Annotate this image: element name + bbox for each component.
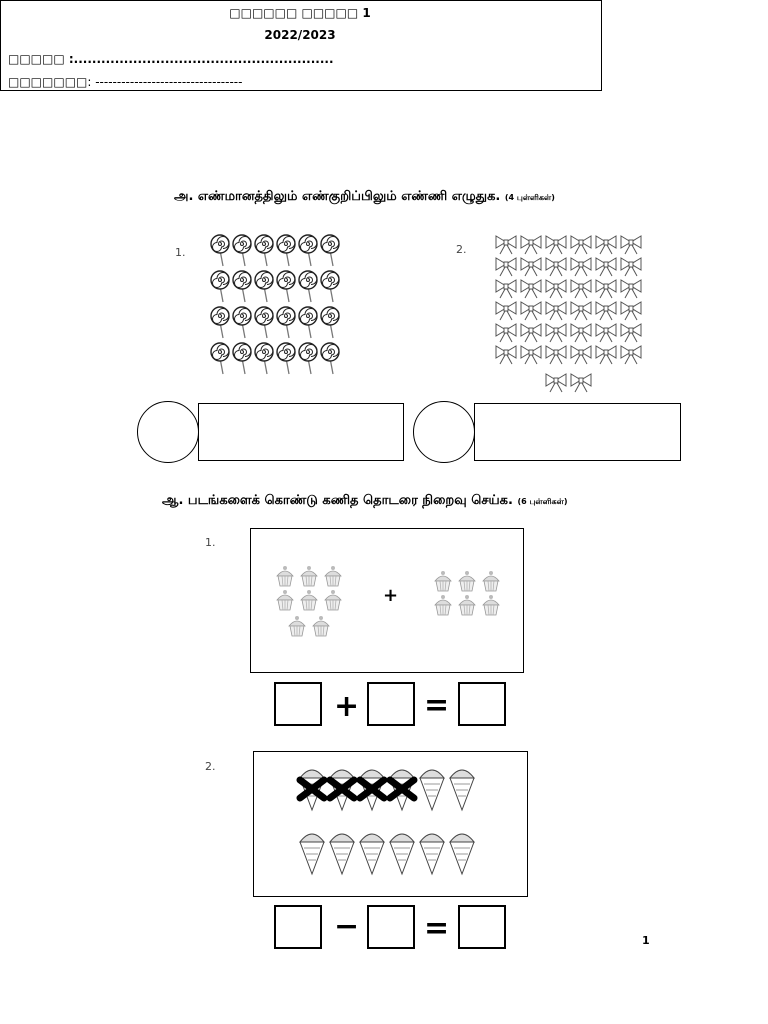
cupcake-icon [483,571,499,591]
eq2-box-1[interactable] [274,905,322,949]
bow-ribbon-icon [546,374,566,392]
cupcake-icon [435,595,451,615]
ice-cream-cone-icon [420,770,444,810]
ice-cream-picture-frame [253,751,528,897]
cupcake-icon [301,590,317,610]
lollipop-icon [255,343,273,374]
section-b-q2-label: 2. [205,760,216,773]
bow-ribbon-icon [621,258,641,276]
lollipop-icon [255,271,273,302]
section-b-q1-label: 1. [205,536,216,549]
bow-ribbon-icon [571,324,591,342]
eq1-equals-operator: = [424,688,450,723]
bow-ribbon-icon [521,346,541,364]
ice-cream-cone-icon [450,834,474,874]
bow-ribbon-icon [596,258,616,276]
page-number: 1 [642,934,650,947]
lollipop-icon [211,271,229,302]
ice-cream-cone-icon [300,834,324,874]
eq1-box-2[interactable] [367,682,415,726]
eq1-box-1[interactable] [274,682,322,726]
bow-ribbon-icon [521,258,541,276]
lollipop-icon [299,271,317,302]
bow-ribbon-icon [621,302,641,320]
ice-cream-cone-icon [330,834,354,874]
cupcake-icon [277,590,293,610]
lollipop-row-2 [211,271,339,302]
bow-ribbon-icon [571,258,591,276]
bow-ribbon-icon [621,280,641,298]
bow-ribbon-icon [571,346,591,364]
q2-number-answer-box[interactable] [474,403,681,461]
section-b-title [162,493,567,509]
bow-ribbon-icon [596,236,616,254]
bow-ribbon-icon [521,324,541,342]
cupcake-icon [435,571,451,591]
cupcake-picture-frame [250,528,524,673]
cupcake-icon [277,566,293,586]
bow-ribbon-icon [496,236,516,254]
header-box [0,0,602,91]
lollipop-icon [321,235,339,266]
eq2-box-2[interactable] [367,905,415,949]
lollipop-row-4 [211,343,339,374]
lollipop-icon [233,343,251,374]
cupcake-icon [459,595,475,615]
eq1-box-result[interactable] [458,682,506,726]
bow-ribbon-icon [571,236,591,254]
q2-word-answer-circle[interactable] [413,401,475,463]
lollipop-icon [233,235,251,266]
bow-ribbon-icon [571,302,591,320]
bow-ribbon-icon [521,302,541,320]
lollipop-icon [255,307,273,338]
bow-ribbon-icon [596,324,616,342]
cupcake-group-left [273,564,355,644]
lollipop-row-3 [211,307,339,338]
lollipop-row-1 [211,235,339,266]
lollipop-icon [211,343,229,374]
section-a-q2-label: 2. [456,243,467,256]
lollipop-icon [277,307,295,338]
eq1-plus-operator: + [334,689,360,724]
bow-ribbon-icon [546,302,566,320]
lollipop-icon [299,307,317,338]
lollipop-icon [211,307,229,338]
eq2-equals-operator: = [424,911,450,946]
lollipop-icon [299,343,317,374]
bow-ribbon-icon [496,324,516,342]
cupcake-group-right [431,569,511,625]
lollipop-icon [321,307,339,338]
bow-ribbon-icon [546,280,566,298]
bow-ribbon-icon [571,280,591,298]
lollipop-icon [233,307,251,338]
lollipop-icon [277,343,295,374]
bow-ribbon-icon [621,236,641,254]
lollipop-icon [255,235,273,266]
header-title: □□□□□□ □□□□□ 1 [229,6,371,20]
lollipop-icon [321,343,339,374]
cupcake-icon [325,566,341,586]
q1-number-answer-box[interactable] [198,403,404,461]
class-field[interactable]: □□□□□□□: ---------------------------------- [8,75,243,89]
bow-ribbon-icon [546,258,566,276]
bow-ribbon-icon [546,346,566,364]
section-a-title [174,189,555,205]
lollipop-icon [277,271,295,302]
bow-grid [494,232,646,402]
eq2-box-result[interactable] [458,905,506,949]
bow-ribbon-icon [496,302,516,320]
section-b-instruction: ஆ. படங்களைக் கொண்டு கணித தொடரை நிறைவு செய்க. [162,493,513,508]
section-a-marks: (4 புள்ளிகள்) [504,193,555,202]
cupcake-icon [325,590,341,610]
cupcake-icon [459,571,475,591]
lollipop-icon [321,271,339,302]
bow-ribbon-icon [521,236,541,254]
ice-cream-cone-icon [450,770,474,810]
bow-ribbon-icon [621,346,641,364]
bow-rows [496,236,641,392]
picture-plus-sign: + [383,585,399,606]
bow-ribbon-icon [496,280,516,298]
lollipop-icon [211,235,229,266]
eq2-minus-operator: − [334,909,360,944]
ice-cream-grid [296,760,484,890]
bow-ribbon-icon [621,324,641,342]
section-a-q1-label: 1. [175,246,186,259]
bow-ribbon-icon [496,258,516,276]
bow-ribbon-icon [546,236,566,254]
cupcake-icon [483,595,499,615]
bow-ribbon-icon [596,280,616,298]
bow-ribbon-icon [596,302,616,320]
cupcake-icon [289,616,305,636]
cupcake-icon [301,566,317,586]
lollipop-grid [210,232,354,380]
section-b-marks: (6 புள்ளிகள்) [517,497,568,506]
lollipop-icon [299,235,317,266]
name-field[interactable]: □□□□□ :......................................................... [8,52,334,66]
bow-ribbon-icon [571,374,591,392]
q1-word-answer-circle[interactable] [137,401,199,463]
bow-ribbon-icon [596,346,616,364]
header-year: 2022/2023 [264,28,336,42]
ice-cream-cone-icon [390,834,414,874]
lollipop-icon [277,235,295,266]
cupcake-icon [313,616,329,636]
ice-cream-cone-icon [360,834,384,874]
bow-ribbon-icon [546,324,566,342]
lollipop-icon [233,271,251,302]
bow-ribbon-icon [496,346,516,364]
ice-cream-cone-icon [420,834,444,874]
bow-ribbon-icon [521,280,541,298]
section-a-instruction: அ. எண்மானத்திலும் எண்குறிப்பிலும் எண்ணி எழுதுக. [174,189,501,204]
